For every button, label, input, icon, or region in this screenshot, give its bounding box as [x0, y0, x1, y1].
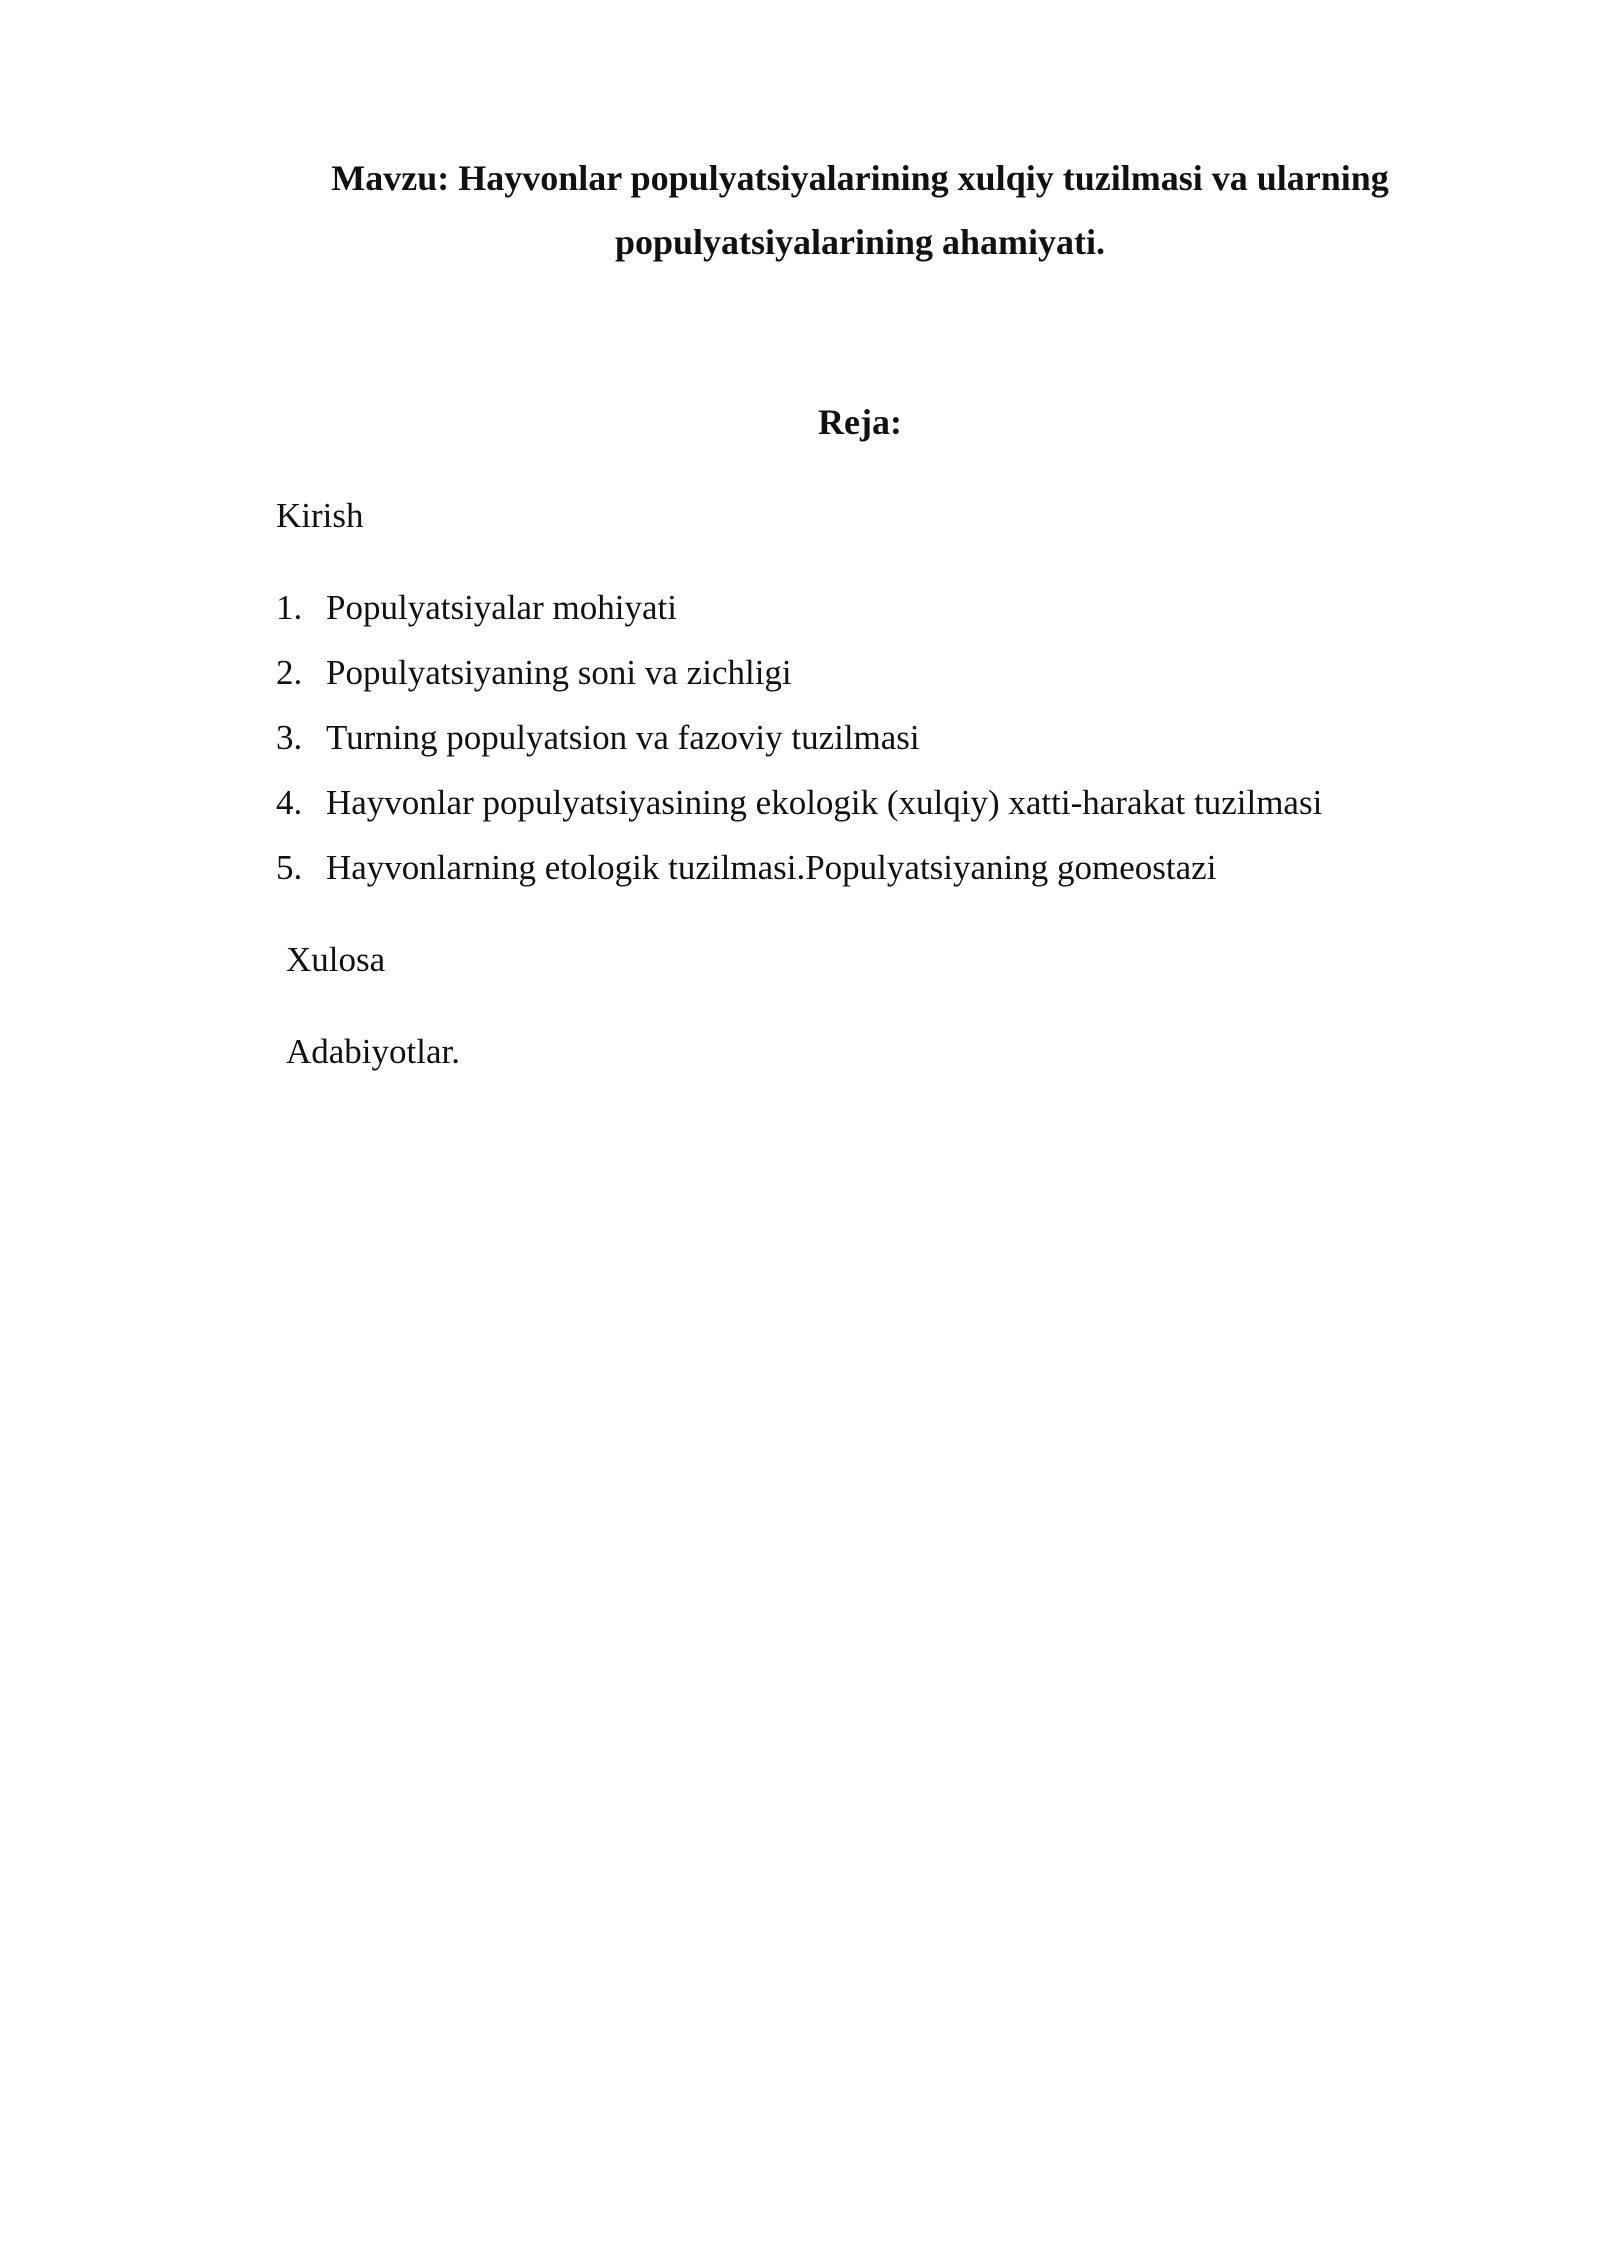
plan-item-number: 2.: [276, 653, 303, 692]
plan-list-item: [276, 714, 1526, 779]
plan-item-text: Hayvonlarning etologik tuzilmasi.Populyatsiyaning gomeostazi: [326, 848, 1217, 887]
plan-item-text: Populyatsiyaning soni va zichligi: [326, 653, 792, 692]
plan-item-number: 4.: [276, 783, 303, 822]
plan-list-item: [276, 779, 1526, 844]
title-line-1: Mavzu: Hayvonlar populyatsiyalarining xulqiy tuzilmasi va ularning: [331, 158, 1389, 198]
plan-heading: Reja:: [818, 402, 902, 442]
plan-list-item: [276, 844, 1526, 909]
plan-item-text: Hayvonlar populyatsiyasining ekologik (xulqiy) xatti-harakat tuzilmasi: [326, 783, 1323, 822]
references-item: Adabiyotlar.: [286, 1032, 460, 1071]
plan-item-text: Populyatsiyalar mohiyati: [326, 588, 677, 627]
plan-list-item: [276, 584, 1526, 649]
plan-item-number: 1.: [276, 588, 303, 627]
plan-list-item: [276, 649, 1526, 714]
plan-item-number: 5.: [276, 848, 303, 887]
plan-list: [276, 584, 1526, 909]
document-title: [200, 146, 1520, 274]
plan-item-text: Turning populyatsion va fazoviy tuzilmasi: [326, 718, 920, 757]
title-line-2: populyatsiyalarining ahamiyati.: [614, 222, 1106, 262]
intro-item: Kirish: [276, 496, 364, 535]
conclusion-item: Xulosa: [286, 940, 386, 979]
plan-item-number: 3.: [276, 718, 303, 757]
